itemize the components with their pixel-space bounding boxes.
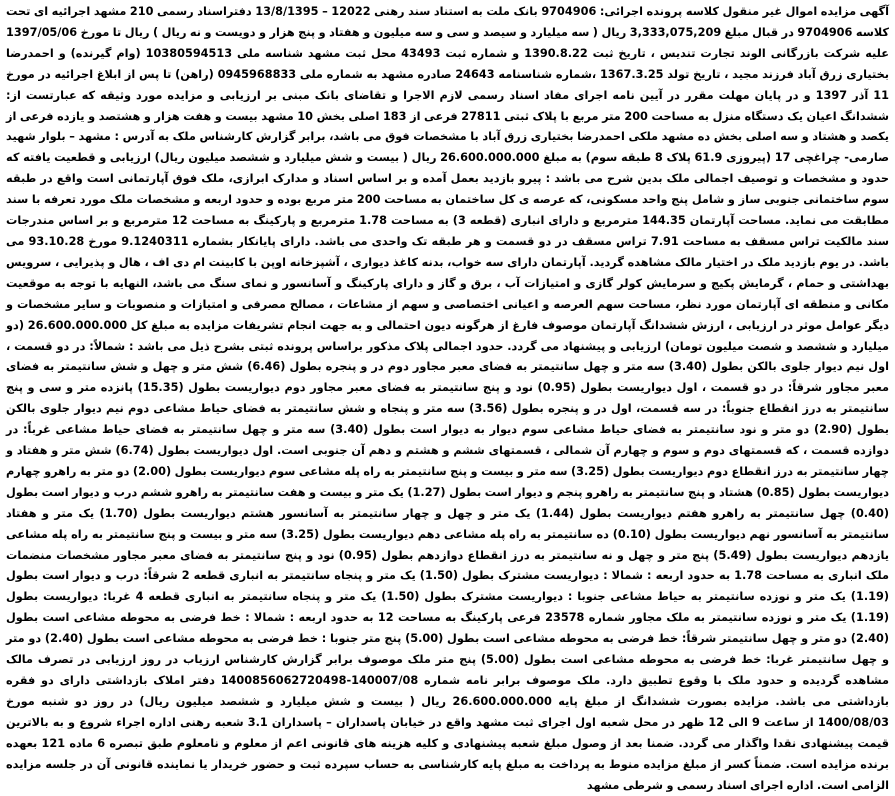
- notice-body-text: آگهی مزایده اموال غیر منقول کلاسه پرونده اجرائی: 9704906 بانک ملت به استناد سند رهنی 12022 – 13/8/1395 دفتراسناد رسمی 210 مشهد اجرائیه ای تحت کلاسه 9704906 در قبال مبلغ 3,333,075,209 ریال ( سه میلیارد و سیصد و سی و سه میلیون و هفتاد و پنج هزار و دویست و نه ریال ) ریال تا مورخ 1397/05/06 علیه شرکت بازرگانی الوند تجارت تندیس ، تاریخ ثبت 1390.8.22 و شماره ثبت 43493 محل ثبت مشهد شناسه ملی 10380594513 (وام گیرنده) و احمدرضا بختیاری زرق آباد فرزند مجید ، تاریخ تولد 1367.3.25 ،شماره شناسنامه 24643 صادره مشهد به شماره ملی 0945968833 (راهن) تا پس از ابلاغ اجرائیه در مورخ 11 آذر 1397 و در پایان مهلت مقرر در آیین نامه اجرای مفاد اسناد رسمی لازم الاجرا و تقاضای بانک مبنی بر ارزیابی و مزایده مورد وثیقه که عبارتست از: ششدانگ اعیان یک دستگاه منزل به مساحت 200 متر مربع با پلاک ثبتی 27811 فرعی از 183 اصلی بخش 10 مشهد بیست و هفت هزار و هشتصد و یازده فرعی از یکصد و هشتاد و سه اصلی بخش ده مشهد ملکی احمدرضا بختیاری زرق آباد با مشخصات فوق می باشد، برابر گزارش کارشناس ملک به آدرس : مشهد – بلوار شهید صارمی- چراغچی 17 (پیروزی 61.9 پلاک 8 طبقه سوم) به مبلغ 26.600.000.000 ریال ( بیست و شش میلیارد و ششصد میلیون ریال) ارزیابی و قطعیت یافته که حدود و مشخصات و توصیف اجمالی ملک بدین شرح می باشد : پیرو بازدید بعمل آمده و بر اساس اسناد و مدارک ابرازی، ملک فوق آپارتمانی است واقع در طبقه سوم ساختمانی جنوبی ساز و شامل پنج واحد مسکونی، که عرصه ی کل ساختمان به مساحت 200 متر مربع بوده و حدود اربعه و مشخصات ملک مورد تعرفه با سند مطابقت می نماید. مساحت آپارتمان 144.35 مترمربع و دارای انباری (قطعه 3) به مساحت 1.78 مترمربع و پارکینگ به مساحت 12 مترمربع و بر اساس مندرجات سند مالکیت تراس مسقف به مساحت 7.91 تراس مسقف در دو قسمت و هر طبقه تک واحدی می باشد. دارای پایانکار بشماره 9.1240311 مورخ 93.10.28 می باشد. در یوم بازدید ملک در اختیار مالک مشاهده گردید. آپارتمان دارای سه خواب، بدنه کاغذ دیواری ، آشپزخانه اوپن با کابینت ام دی اف ، هال و پذیرایی ، سرویس بهداشتی و حمام ، گرمایش پکیج و سرمایش کولر گازی و امتیازات آب ، برق و گاز و دارای پارکینگ و آسانسور و نمای سنگ می باشد، النهایه با توجه به موقعیت مکانی و منطقه ای آپارتمان مورد نظر، مساحت سهم العرصه و اعیانی اختصاصی و سهم از مشاعات ، مصالح مصرفی و امتیازات و منصوبات و سایر مشخصات و دیگر عوامل موثر در ارزیابی ، ارزش ششدانگ آپارتمان موصوف فارغ از هرگونه دیون احتمالی و به جهت انجام تشریفات مزایده به مبلغ کل 26.600.000.000 (دو میلیارد و ششصد و شصت میلیون تومان) ارزیابی و پیشنهاد می گردد. حدود اجمالی پلاک مذکور براساس پرونده ثبتی بشرح ذیل می باشد : شمالاً: در دو قسمت ، اول نیم دیوار جلوی بالکن بطول (3.40) سه متر و چهل سانتیمتر به فضای معبر مجاور دوم در و پنجره بطول (6.46) شش متر و چهل و شش سانتیمتر به فضای معبر مجاور شرقاً: در دو قسمت ، اول دیواریست بطول (0.95) نود و پنج سانتیمتر به فضای معبر مجاور دوم دیواریست بطول (15.35) پانزده متر و سی و پنج سانتیمتر به درز انقطاع جنوباً: در سه قسمت، اول در و پنجره بطول (3.56) سه متر و پنجاه و شش سانتیمتر به فضای حیاط مشاعی دوم نیم دیوار جلوی بالکن بطول (2.90) دو متر و نود سانتیمتر به فضای حیاط مشاعی سوم دیوار به دیوار است بطول (3.40) سه متر و چهل سانتیمتر به فضای حیاط مشاعی غرباً: در دوازده قسمت ، که قسمتهای دوم و سوم و چهارم آن شمالی ، قسمتهای ششم و هشتم و دهم آن جنوبی است. اول دیواریست بطول (6.74) شش متر و هفتاد و چهار سانتیمتر به درز انقطاع دوم دیواریست بطول (3.25) سه متر و بیست و پنج سانتیمتر به راه پله مشاعی سوم دیواریست بطول (2.00) دو متر به راهرو چهارم دیواریست بطول (0.85) هشتاد و پنج سانتیمتر به راهرو پنجم و دیوار است بطول (1.27) یک متر و بیست و هفت سانتیمتر به راهرو ششم درب و دیوار است بطول (0.40) چهل سانتیمتر به راهرو هفتم دیواریست بطول (1.44) یک متر و چهل و چهار سانتیمتر به آسانسور هشتم دیواریست بطول (1.70) یک متر و هفتاد سانتیمتر به آسانسور نهم دیواریست بطول (0.10) ده سانتیمتر به راه پله مشاعی دهم دیواریست بطول (3.25) سه متر و بیست و پنج سانتیمتر به راه پله مشاعی یازدهم دیواریست بطول (5.49) پنج متر و چهل و نه سانتیمتر به درز انقطاع دوازدهم بطول (0.95) نود و پنج سانتیمتر به فضای معبر مجاور مشخصات منضمات ملک انباری به مساحت 1.78 به حدود اربعه : شمالا : دیواریست مشترک بطول (1.50) یک متر و پنجاه سانتیمتر به انباری قطعه 2 شرقاً: درب و دیوار است بطول (1.19) یک متر و نوزده سانتیمتر به حیاط مشاعی جنوبا : دیواریست مشترک بطول (1.50) یک متر و پنجاه سانتیمتر به انباری قطعه 4 غربا: دیواریست بطول (1.19) یک متر و نوزده سانتیمتر به ملک مجاور شماره 23578 فرعی پارکینگ به مساحت 12 به حدود اربعه : شمالا : خط فرضی به محوطه مشاعی است بطول (2.40) دو متر و چهل سانتیمتر شرقاً: خط فرضی به محوطه مشاعی است بطول (5.00) پنج متر جنوبا : خط فرضی به محوطه مشاعی است بطول (2.40) دو متر و چهل سانتیمتر غربا: خط فرضی به محوطه مشاعی است بطول (5.00) پنج متر ملک موصوف برابر گزارش کارشناس ارزیاب در روز ارزیابی در تصرف مالک مشاهده گردیده و حدود ملک با وقوع تطبیق دارد. ملک موصوف برابر نامه شماره 140007/08-1400856062720498 دفتر املاک بازداشتی دارای دو فقره بازداشتی می باشد. مزایده بصورت ششدانگ از مبلغ پایه 26.600.000.000 ریال ( بیست و شش میلیارد و ششصد میلیون ریال) در روز دو شنبه مورخ 1400/08/03 از ساعت 9 الی 12 ظهر در محل شعبه اول اجرای ثبت مشهد واقع در خیابان پاسداران – پاسداران 3.1 شعبه رهنی اداره اجراء شروع و به بالاترین قیمت پیشنهادی نقدا واگذار می گردد. ضمنا بعد از وصول مبلغ شعبه پیشنهادی و کلیه هزینه های قانونی اعم از معلوم و نامعلوم طبق تبصره 6 ماده 121 بعهده برنده مزایده است. ضمناً کسر از مبلغ مزایده منوط به پرداخت به مبلغ پایه کارشناسی به حساب سپرده ثبت و حضور خریدار یا نماینده قانونی آن در جلسه مزایده الزامی است. اداره اجرای اسناد رسمی و شرطی مشهد: [6, 5, 890, 792]
